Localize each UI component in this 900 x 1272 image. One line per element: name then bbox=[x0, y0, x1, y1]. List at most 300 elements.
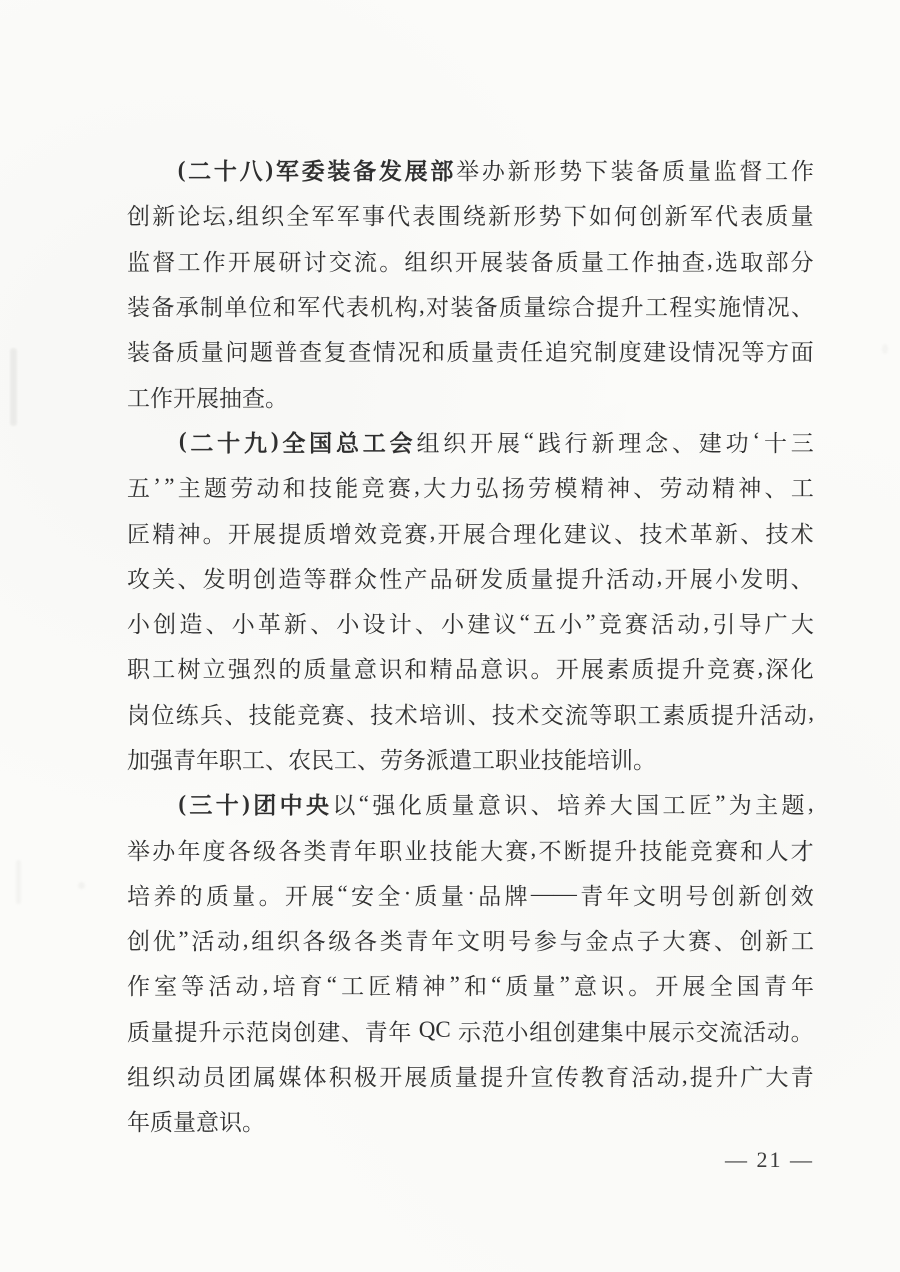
glyph: 工 bbox=[765, 159, 789, 185]
glyph: 遣 bbox=[449, 748, 472, 773]
glyph: 备 bbox=[474, 295, 498, 321]
glyph: 、 bbox=[790, 566, 814, 592]
glyph: 复 bbox=[323, 340, 347, 366]
glyph: 建 bbox=[467, 612, 491, 638]
glyph: 。 bbox=[628, 974, 652, 1000]
glyph: 众 bbox=[353, 566, 377, 592]
glyph: 安 bbox=[351, 883, 375, 909]
text-line bbox=[127, 645, 814, 690]
glyph: 流 bbox=[719, 1019, 743, 1045]
glyph: 备 bbox=[530, 249, 554, 275]
glyph: , bbox=[707, 247, 713, 273]
glyph: 、 bbox=[764, 476, 788, 502]
glyph: 优 bbox=[152, 929, 176, 955]
glyph: 军 bbox=[689, 204, 713, 230]
glyph: 年 bbox=[791, 974, 814, 1000]
glyph: 革 bbox=[689, 521, 713, 547]
glyph: 大 bbox=[423, 476, 447, 502]
glyph: 抽 bbox=[656, 249, 680, 275]
bold-text: ) bbox=[265, 156, 274, 182]
glyph: 品 bbox=[429, 566, 453, 592]
glyph: 构 bbox=[394, 295, 418, 321]
glyph: 织 bbox=[261, 204, 285, 230]
glyph: 量 bbox=[580, 249, 604, 275]
glyph: 练 bbox=[175, 702, 199, 728]
glyph: 能 bbox=[454, 838, 478, 864]
text-line bbox=[127, 1053, 814, 1098]
glyph: 等 bbox=[589, 702, 613, 728]
glyph: 各 bbox=[227, 838, 251, 864]
glyph: 范 bbox=[481, 1019, 505, 1045]
text-line bbox=[127, 1098, 814, 1143]
glyph: 全 bbox=[709, 974, 733, 1000]
text-line bbox=[127, 283, 814, 328]
glyph: 人 bbox=[765, 838, 789, 864]
glyph: 范 bbox=[245, 1019, 269, 1045]
glyph: 质 bbox=[555, 249, 579, 275]
glyph: 升 bbox=[715, 1065, 738, 1091]
glyph: 品 bbox=[454, 657, 478, 683]
glyph: 质 bbox=[662, 159, 686, 185]
glyph: 展 bbox=[253, 521, 277, 547]
glyph: 、 bbox=[414, 612, 438, 638]
glyph: 织 bbox=[152, 1065, 176, 1091]
glyph: , bbox=[530, 836, 537, 862]
glyph: 动 bbox=[256, 476, 280, 502]
glyph: 技 bbox=[429, 838, 453, 864]
glyph: 、 bbox=[713, 929, 737, 955]
glyph: 弘 bbox=[475, 476, 499, 502]
glyph: 查 bbox=[681, 249, 705, 275]
glyph: 能 bbox=[664, 838, 688, 864]
glyph: 竞 bbox=[707, 657, 731, 683]
glyph: 装 bbox=[505, 249, 529, 275]
glyph: 。 bbox=[242, 1110, 265, 1136]
glyph: 查 bbox=[348, 340, 372, 366]
glyph: 升 bbox=[681, 657, 705, 683]
glyph: , bbox=[242, 926, 249, 952]
glyph: 年 bbox=[388, 1019, 412, 1045]
glyph: 位 bbox=[248, 295, 272, 321]
bold-text: 国 bbox=[309, 430, 333, 456]
glyph: , bbox=[656, 564, 663, 590]
glyph: 任 bbox=[520, 340, 544, 366]
glyph: 培 bbox=[418, 702, 442, 728]
glyph: 组 bbox=[235, 204, 259, 230]
glyph: 问 bbox=[225, 340, 249, 366]
glyph: 文 bbox=[456, 929, 480, 955]
glyph: 级 bbox=[328, 929, 352, 955]
glyph: 创 bbox=[127, 929, 150, 955]
glyph: 办 bbox=[152, 838, 176, 864]
glyph: 提 bbox=[480, 1065, 504, 1091]
glyph: 青 bbox=[763, 974, 787, 1000]
glyph: 下 bbox=[584, 159, 608, 185]
glyph: 装 bbox=[127, 295, 150, 321]
glyph: 与 bbox=[559, 929, 583, 955]
glyph: 青 bbox=[405, 929, 429, 955]
glyph: 量 bbox=[232, 883, 256, 909]
glyph: 量 bbox=[530, 566, 554, 592]
glyph: 题 bbox=[781, 793, 805, 819]
text-line bbox=[127, 147, 814, 192]
text-line bbox=[127, 509, 814, 554]
glyph: 员 bbox=[202, 1065, 226, 1091]
glyph: 议 bbox=[588, 521, 612, 547]
glyph: 展 bbox=[682, 974, 706, 1000]
glyph: 牌 bbox=[504, 883, 528, 909]
glyph: 新 bbox=[284, 612, 308, 638]
glyph: 建 bbox=[563, 521, 587, 547]
glyph: 军 bbox=[311, 204, 335, 230]
glyph: 技 bbox=[309, 476, 333, 502]
glyph: 动 bbox=[235, 974, 259, 1000]
glyph: 树 bbox=[177, 657, 201, 683]
glyph: 综 bbox=[547, 295, 571, 321]
glyph: 组 bbox=[416, 430, 440, 456]
glyph: QC bbox=[418, 1017, 451, 1043]
glyph: 织 bbox=[429, 249, 453, 275]
glyph: 质 bbox=[303, 657, 327, 683]
glyph: , bbox=[429, 519, 436, 545]
glyph: 工 bbox=[606, 249, 630, 275]
glyph bbox=[412, 1017, 418, 1043]
glyph: 训 bbox=[610, 748, 633, 773]
glyph: 织 bbox=[443, 430, 467, 456]
glyph: 创 bbox=[553, 1019, 576, 1045]
glyph: 以 bbox=[332, 793, 356, 819]
glyph: 质 bbox=[429, 1065, 453, 1091]
bold-text: 全 bbox=[282, 430, 306, 456]
glyph: 、 bbox=[671, 430, 695, 456]
glyph: 量 bbox=[471, 340, 495, 366]
glyph: 情 bbox=[372, 340, 396, 366]
glyph: 装 bbox=[127, 340, 150, 366]
glyph: , bbox=[262, 971, 269, 997]
glyph: 全 bbox=[286, 204, 310, 230]
glyph: 动 bbox=[177, 1065, 201, 1091]
glyph: 位 bbox=[151, 702, 175, 728]
glyph: 大 bbox=[662, 929, 686, 955]
glyph: 技 bbox=[765, 521, 789, 547]
glyph: 化 bbox=[398, 793, 422, 819]
glyph: 形 bbox=[513, 204, 537, 230]
glyph: 交 bbox=[540, 702, 564, 728]
glyph: 工 bbox=[152, 657, 176, 683]
glyph: 、 bbox=[740, 521, 764, 547]
glyph: 等 bbox=[181, 974, 205, 1000]
glyph: 金 bbox=[585, 929, 609, 955]
glyph: 主 bbox=[177, 476, 201, 502]
glyph: 部 bbox=[765, 249, 789, 275]
glyph: 。 bbox=[258, 883, 282, 909]
glyph: 强 bbox=[150, 748, 173, 773]
glyph: , bbox=[807, 790, 814, 816]
glyph: 选 bbox=[715, 249, 738, 275]
glyph: 、 bbox=[345, 702, 369, 728]
glyph: 赛 bbox=[688, 929, 712, 955]
glyph: 展 bbox=[404, 1065, 428, 1091]
glyph: 劳 bbox=[659, 476, 683, 502]
glyph: 职 bbox=[495, 748, 518, 773]
glyph: 团 bbox=[227, 1065, 251, 1091]
glyph: 开 bbox=[470, 430, 494, 456]
glyph: 参 bbox=[533, 929, 557, 955]
glyph: 青 bbox=[364, 1019, 388, 1045]
glyph: 大 bbox=[790, 612, 814, 638]
scan-artifact bbox=[882, 344, 888, 354]
glyph: 建 bbox=[576, 1019, 600, 1045]
glyph: 设 bbox=[362, 612, 386, 638]
glyph: 活 bbox=[191, 929, 215, 955]
glyph: 业 bbox=[404, 838, 428, 864]
glyph: 和 bbox=[421, 340, 445, 366]
glyph: 度 bbox=[202, 838, 226, 864]
glyph: 新 bbox=[152, 204, 176, 230]
bold-text: 发 bbox=[378, 159, 402, 185]
glyph: 实 bbox=[693, 295, 717, 321]
glyph: “ bbox=[519, 609, 530, 635]
paragraph-item-29 bbox=[127, 419, 814, 781]
glyph: 装 bbox=[450, 295, 474, 321]
glyph: 职 bbox=[219, 748, 242, 773]
glyph: 创 bbox=[639, 204, 663, 230]
glyph: 技 bbox=[491, 702, 515, 728]
glyph: 兵 bbox=[199, 702, 223, 728]
glyph: 新 bbox=[507, 159, 531, 185]
glyph: 形 bbox=[533, 159, 557, 185]
glyph: 、 bbox=[614, 521, 638, 547]
glyph: 技 bbox=[248, 702, 272, 728]
glyph: 农 bbox=[288, 748, 311, 773]
glyph: 机 bbox=[370, 295, 394, 321]
glyph: 青 bbox=[173, 748, 196, 773]
glyph: 识 bbox=[379, 657, 403, 683]
glyph: 事 bbox=[361, 204, 385, 230]
glyph: 质 bbox=[446, 340, 470, 366]
glyph: 神 bbox=[738, 476, 762, 502]
bold-text: 三 bbox=[189, 793, 213, 819]
glyph: 方 bbox=[766, 340, 790, 366]
glyph: 深 bbox=[765, 657, 789, 683]
glyph: 赛 bbox=[404, 521, 428, 547]
glyph: 代 bbox=[715, 204, 738, 230]
glyph: 举 bbox=[127, 838, 150, 864]
glyph: 展 bbox=[196, 385, 219, 411]
glyph: 行 bbox=[564, 430, 588, 456]
glyph: 。 bbox=[790, 1019, 814, 1045]
glyph: 术 bbox=[394, 702, 418, 728]
glyph: 坛 bbox=[202, 204, 226, 230]
glyph: 主 bbox=[755, 793, 779, 819]
glyph: 竞 bbox=[361, 476, 385, 502]
glyph: 升 bbox=[735, 702, 759, 728]
glyph: 加 bbox=[127, 748, 150, 773]
glyph: 育 bbox=[606, 1065, 630, 1091]
glyph: 引 bbox=[712, 612, 736, 638]
glyph: 何 bbox=[614, 204, 638, 230]
glyph: 动 bbox=[677, 612, 701, 638]
glyph: 不 bbox=[538, 838, 562, 864]
glyph: 交 bbox=[695, 1019, 719, 1045]
glyph: 模 bbox=[554, 476, 578, 502]
glyph: 量 bbox=[790, 204, 814, 230]
glyph: 培 bbox=[127, 883, 150, 909]
glyph: 表 bbox=[345, 295, 369, 321]
glyph: 赛 bbox=[505, 838, 529, 864]
glyph: 、 bbox=[205, 612, 229, 638]
glyph: 造 bbox=[179, 612, 203, 638]
glyph: 抽 bbox=[219, 385, 242, 411]
glyph: 立 bbox=[202, 657, 226, 683]
glyph: 建 bbox=[698, 430, 722, 456]
glyph: 、 bbox=[467, 702, 491, 728]
glyph: 发 bbox=[740, 566, 764, 592]
glyph: 军 bbox=[297, 295, 321, 321]
glyph: “ bbox=[523, 428, 534, 454]
glyph: 赛 bbox=[732, 657, 756, 683]
glyph: 小 bbox=[505, 1019, 529, 1045]
glyph: 况 bbox=[766, 295, 790, 321]
glyph: 素 bbox=[662, 702, 686, 728]
glyph: 作 bbox=[790, 159, 814, 185]
glyph: 国 bbox=[736, 974, 760, 1000]
glyph: 全 bbox=[377, 883, 401, 909]
text-line bbox=[127, 962, 814, 1007]
glyph: 等 bbox=[303, 566, 327, 592]
glyph: —— bbox=[530, 881, 577, 907]
glyph: 质 bbox=[499, 295, 522, 321]
glyph: 小 bbox=[336, 612, 360, 638]
text-line bbox=[127, 419, 814, 464]
glyph: 小 bbox=[231, 612, 255, 638]
glyph: 建 bbox=[643, 340, 667, 366]
glyph: 能 bbox=[335, 476, 359, 502]
bold-text: 九 bbox=[243, 430, 267, 456]
glyph: 活 bbox=[208, 974, 232, 1000]
bold-text: 军 bbox=[275, 159, 299, 185]
glyph: 年 bbox=[177, 838, 201, 864]
glyph: 属 bbox=[253, 1065, 277, 1091]
glyph: 军 bbox=[336, 204, 360, 230]
glyph: 、 bbox=[530, 793, 554, 819]
glyph: 造 bbox=[278, 566, 302, 592]
glyph: 践 bbox=[537, 430, 561, 456]
glyph: 升 bbox=[580, 566, 604, 592]
glyph: ” bbox=[449, 971, 460, 997]
bold-text: 部 bbox=[430, 159, 454, 185]
glyph: 素 bbox=[606, 657, 630, 683]
glyph: 交 bbox=[328, 249, 352, 275]
glyph: 作 bbox=[127, 974, 150, 1000]
glyph: 工 bbox=[177, 249, 201, 275]
text-line bbox=[127, 736, 814, 781]
text-line bbox=[127, 555, 814, 600]
glyph: 承 bbox=[175, 295, 199, 321]
glyph: 组 bbox=[404, 249, 428, 275]
glyph: 督 bbox=[739, 159, 763, 185]
glyph: 示 bbox=[457, 1019, 481, 1045]
glyph: 。 bbox=[633, 748, 656, 773]
glyph: 术 bbox=[516, 702, 540, 728]
glyph: 五 bbox=[127, 476, 150, 502]
glyph: 训 bbox=[443, 702, 467, 728]
glyph: 广 bbox=[764, 612, 788, 638]
glyph: 、 bbox=[340, 1019, 364, 1045]
glyph: 化 bbox=[790, 657, 814, 683]
glyph: 神 bbox=[422, 974, 446, 1000]
glyph: 术 bbox=[790, 521, 814, 547]
glyph: 培 bbox=[272, 974, 296, 1000]
glyph: 工 bbox=[662, 793, 686, 819]
glyph: 开 bbox=[664, 566, 688, 592]
glyph: 创 bbox=[127, 204, 150, 230]
glyph: 开 bbox=[555, 657, 579, 683]
glyph: ” bbox=[178, 926, 189, 952]
glyph: 能 bbox=[564, 748, 587, 773]
glyph: 派 bbox=[426, 748, 449, 773]
glyph: 工 bbox=[341, 974, 365, 1000]
glyph: , bbox=[418, 292, 425, 318]
glyph: 宣 bbox=[530, 1065, 554, 1091]
glyph: 化 bbox=[538, 521, 562, 547]
scan-artifact bbox=[16, 860, 21, 904]
glyph: 识 bbox=[504, 793, 528, 819]
glyph: 动 bbox=[656, 1065, 680, 1091]
glyph: 提 bbox=[656, 657, 680, 683]
glyph: 劳 bbox=[230, 476, 254, 502]
glyph: 活 bbox=[631, 1065, 655, 1091]
glyph: “ bbox=[337, 881, 348, 907]
glyph: 题 bbox=[249, 340, 273, 366]
glyph: 国 bbox=[636, 793, 660, 819]
glyph: 号 bbox=[508, 929, 532, 955]
glyph: 展 bbox=[648, 1019, 672, 1045]
glyph: 强 bbox=[227, 657, 251, 683]
glyph: 精 bbox=[152, 521, 176, 547]
bold-text: 八 bbox=[239, 159, 263, 185]
glyph: 和 bbox=[463, 974, 487, 1000]
glyph: , bbox=[757, 654, 764, 680]
glyph: 质 bbox=[505, 974, 529, 1000]
glyph: 动 bbox=[217, 929, 241, 955]
glyph: 表 bbox=[412, 204, 436, 230]
glyph: 质 bbox=[505, 566, 529, 592]
glyph: 产 bbox=[404, 566, 428, 592]
glyph: 单 bbox=[224, 295, 248, 321]
glyph: 度 bbox=[618, 340, 642, 366]
bold-text: 十 bbox=[217, 430, 241, 456]
glyph: 技 bbox=[639, 838, 663, 864]
glyph: 中 bbox=[624, 1019, 648, 1045]
glyph: 对 bbox=[426, 295, 450, 321]
bold-text: 十 bbox=[213, 159, 237, 185]
glyph: ‘ bbox=[752, 428, 761, 454]
glyph: 提 bbox=[174, 1019, 198, 1045]
glyph: , bbox=[703, 609, 710, 635]
glyph: 动 bbox=[766, 1019, 790, 1045]
glyph: 工 bbox=[637, 702, 661, 728]
glyph: 量 bbox=[328, 657, 352, 683]
glyph: 质 bbox=[425, 793, 449, 819]
glyph: 类 bbox=[379, 929, 403, 955]
bold-text: ) bbox=[270, 428, 279, 454]
glyph: 劳 bbox=[528, 476, 552, 502]
paragraph-item-28 bbox=[127, 147, 814, 419]
glyph: 装 bbox=[610, 159, 634, 185]
glyph: 青 bbox=[328, 838, 352, 864]
glyph: 赛 bbox=[387, 476, 411, 502]
